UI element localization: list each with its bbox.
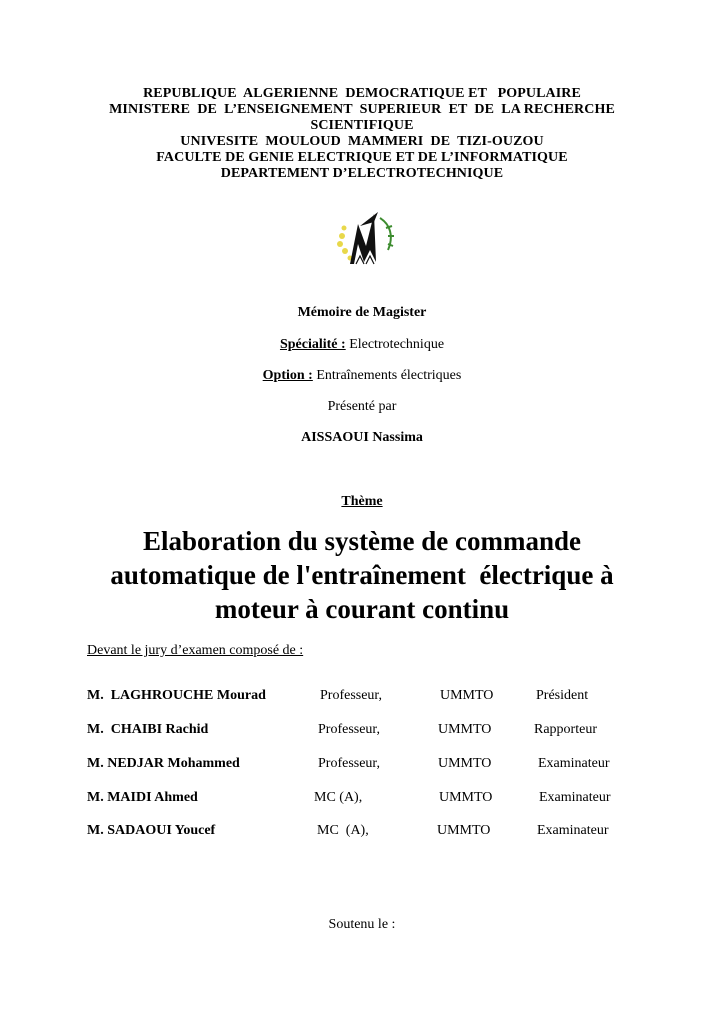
jury-name: M. CHAIBI Rachid xyxy=(87,722,209,737)
specialite-value: Electrotechnique xyxy=(345,337,445,352)
jury-name: M. LAGHROUCHE Mourad xyxy=(87,688,266,703)
jury-row xyxy=(0,722,724,740)
thesis-title xyxy=(80,524,644,626)
option-value: Entraînements électriques xyxy=(312,368,462,383)
jury-grade: Professeur, xyxy=(318,722,381,737)
header-line: FACULTE DE GENIE ELECTRIQUE ET DE L’INFORMATIQUE xyxy=(156,150,568,165)
title-line: Elaboration du système de commande xyxy=(143,526,581,556)
header-line: SCIENTIFIQUE xyxy=(310,118,414,133)
title-line: automatique de l'entraînement électrique à xyxy=(110,560,614,590)
jury-name: M. SADAOUI Youcef xyxy=(87,823,216,838)
jury-grade: Professeur, xyxy=(320,688,383,703)
jury-role: Rapporteur xyxy=(534,722,597,737)
jury-name: M. NEDJAR Mohammed xyxy=(87,756,240,771)
jury-row xyxy=(0,756,724,774)
jury-role: Président xyxy=(536,688,589,703)
presented-by: Présenté par xyxy=(327,399,397,414)
jury-institution: UMMTO xyxy=(440,688,494,703)
author-name: AISSAOUI Nassima xyxy=(301,430,423,445)
jury-role: Examinateur xyxy=(538,756,610,771)
jury-name: M. MAIDI Ahmed xyxy=(87,790,198,805)
jury-grade: MC (A), xyxy=(317,823,369,838)
option-label: Option : xyxy=(262,368,313,383)
specialite-label: Spécialité : xyxy=(279,337,346,352)
jury-institution: UMMTO xyxy=(439,790,493,805)
institution-header xyxy=(60,86,664,182)
jury-grade: Professeur, xyxy=(318,756,381,771)
header-line: MINISTERE DE L’ENSEIGNEMENT SUPERIEUR ET DE LA RECHERCHE xyxy=(109,102,615,117)
title-line: moteur à courant continu xyxy=(214,594,510,624)
university-emblem-icon xyxy=(330,206,398,270)
jury-institution: UMMTO xyxy=(438,756,492,771)
specialite-line xyxy=(0,337,724,353)
memoire-type: Mémoire de Magister xyxy=(297,305,427,320)
jury-row xyxy=(0,688,724,706)
jury-role: Examinateur xyxy=(539,790,611,805)
jury-grade: MC (A), xyxy=(314,790,363,805)
theme-label: Thème xyxy=(341,494,383,509)
header-line: DEPARTEMENT D’ELECTROTECHNIQUE xyxy=(220,166,504,181)
defense-date-line: Soutenu le : xyxy=(328,917,396,932)
jury-institution: UMMTO xyxy=(438,722,492,737)
jury-role: Examinateur xyxy=(537,823,609,838)
option-line xyxy=(0,368,724,384)
jury-intro: Devant le jury d’examen composé de : xyxy=(87,643,304,658)
header-line: REPUBLIQUE ALGERIENNE DEMOCRATIQUE ET POPULAIRE xyxy=(143,86,581,101)
header-line: UNIVESITE MOULOUD MAMMERI DE TIZI-OUZOU xyxy=(180,134,544,149)
jury-institution: UMMTO xyxy=(437,823,491,838)
jury-row xyxy=(0,823,724,841)
jury-row xyxy=(0,790,724,808)
